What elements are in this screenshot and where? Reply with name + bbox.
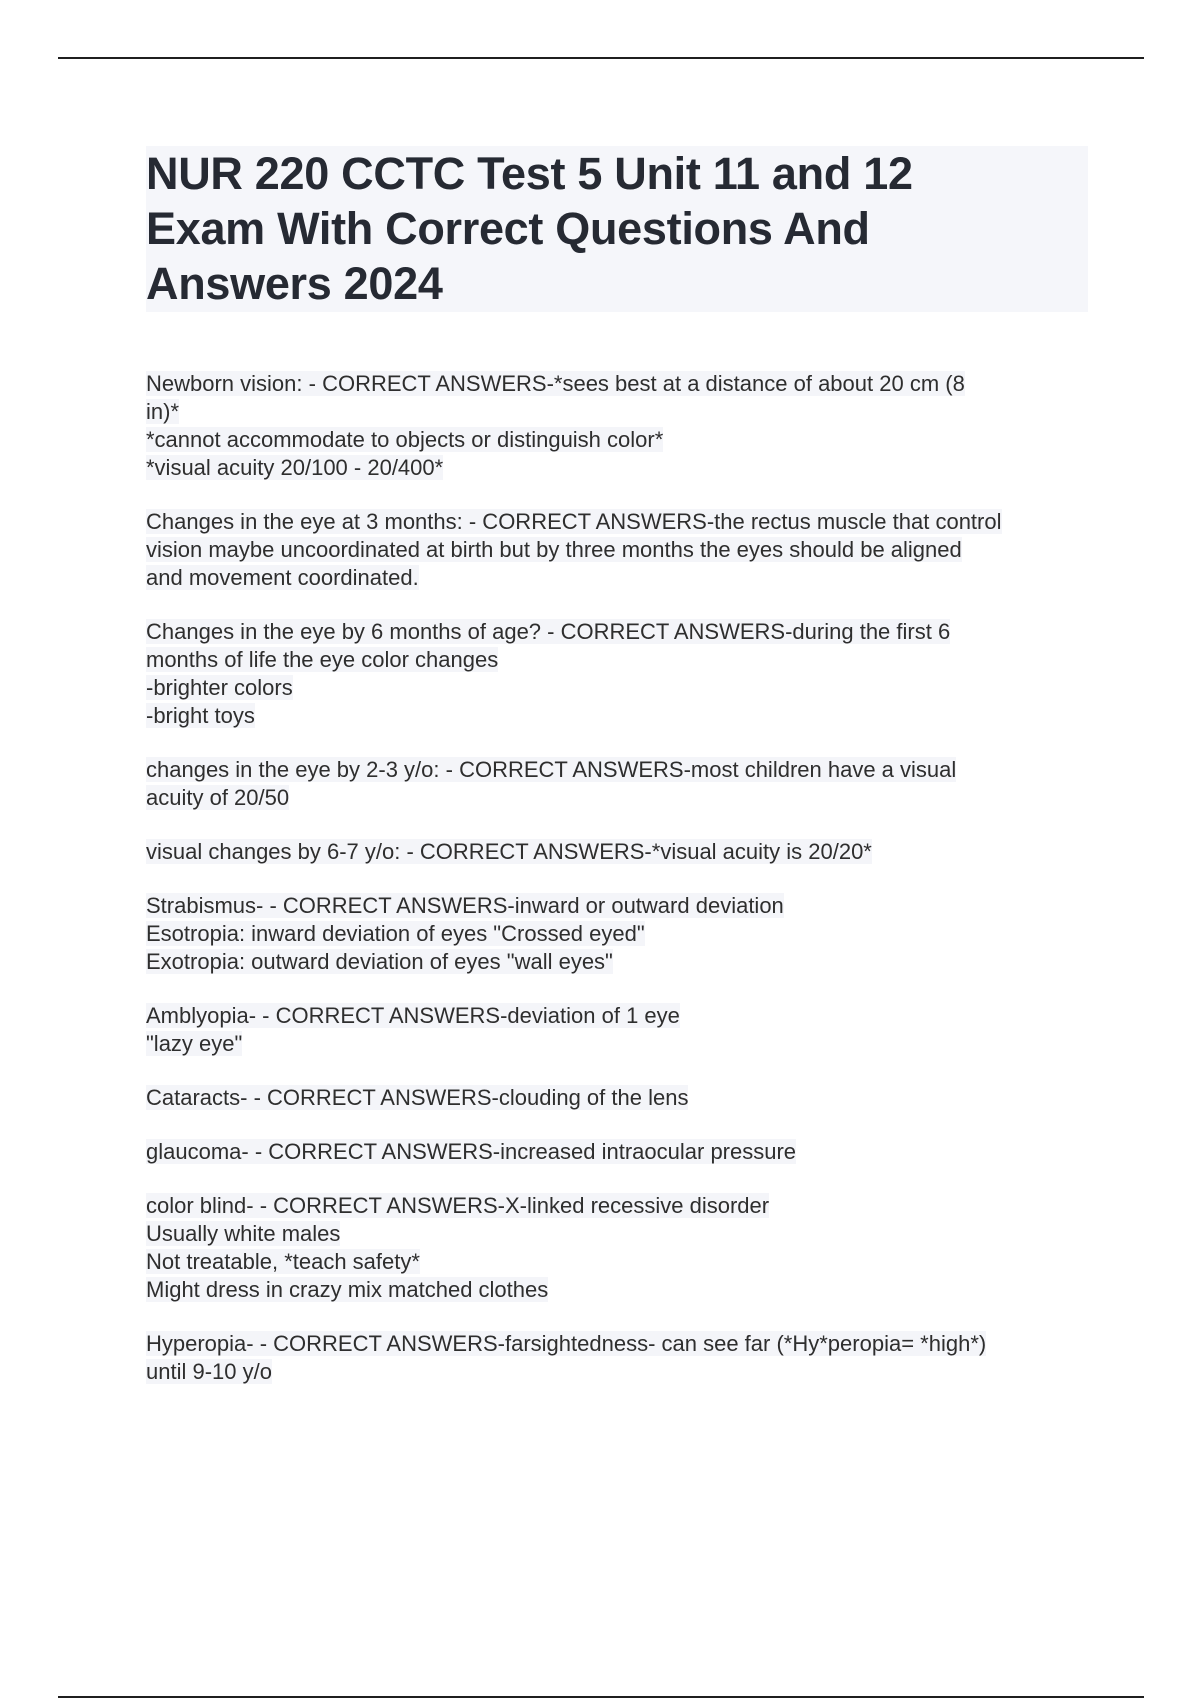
qa-item (146, 756, 1086, 812)
qa-line (146, 1030, 1086, 1058)
qa-line (146, 1248, 1086, 1276)
qa-item (146, 370, 1086, 482)
qa-line (146, 674, 1086, 702)
qa-item (146, 1330, 1086, 1386)
qa-line-text: changes in the eye by 2-3 y/o: - CORRECT ANSWERS-most children have a visual (146, 757, 957, 782)
qa-line (146, 756, 1086, 784)
qa-line-text: Exotropia: outward deviation of eyes "wall eyes" (146, 949, 613, 974)
qa-line-text: vision maybe uncoordinated at birth but by three months the eyes should be aligned (146, 537, 962, 562)
qa-line (146, 454, 1086, 482)
qa-line (146, 784, 1086, 812)
qa-line-text: Newborn vision: - CORRECT ANSWERS-*sees best at a distance of about 20 cm (8 (146, 371, 965, 396)
qa-line-text: *cannot accommodate to objects or distinguish color* (146, 427, 664, 452)
qa-line-text: and movement coordinated. (146, 565, 419, 590)
qa-line (146, 920, 1086, 948)
qa-line (146, 398, 1086, 426)
qa-line (146, 1192, 1086, 1220)
qa-item (146, 508, 1086, 592)
qa-line (146, 1358, 1086, 1386)
qa-line (146, 1276, 1086, 1304)
qa-line (146, 702, 1086, 730)
qa-line (146, 1138, 1086, 1166)
bottom-divider (58, 1696, 1144, 1698)
qa-line (146, 1084, 1086, 1112)
qa-list (146, 370, 1086, 1412)
qa-line (146, 536, 1086, 564)
qa-line (146, 564, 1086, 592)
qa-line-text: until 9-10 y/o (146, 1359, 272, 1384)
qa-line (146, 892, 1086, 920)
qa-line-text: Strabismus- - CORRECT ANSWERS-inward or outward deviation (146, 893, 784, 918)
qa-line (146, 948, 1086, 976)
qa-line-text: Not treatable, *teach safety* (146, 1249, 420, 1274)
qa-line (146, 426, 1086, 454)
document-title: NUR 220 CCTC Test 5 Unit 11 and 12 Exam With Correct Questions And Answers 2024 (146, 148, 913, 309)
qa-line (146, 838, 1086, 866)
qa-item (146, 618, 1086, 730)
qa-line-text: acuity of 20/50 (146, 785, 290, 810)
qa-item (146, 1192, 1086, 1304)
qa-item (146, 1002, 1086, 1058)
qa-line (146, 508, 1086, 536)
qa-line-text: Hyperopia- - CORRECT ANSWERS-farsightedness- can see far (*Hy*peropia= *high*) (146, 1331, 987, 1356)
qa-line-text: Changes in the eye by 6 months of age? - CORRECT ANSWERS-during the first 6 (146, 619, 951, 644)
qa-item (146, 1084, 1086, 1112)
qa-line (146, 618, 1086, 646)
qa-line-text: in)* (146, 399, 180, 424)
qa-line-text: months of life the eye color changes (146, 647, 499, 672)
qa-line-text: glaucoma- - CORRECT ANSWERS-increased intraocular pressure (146, 1139, 797, 1164)
qa-line-text: visual changes by 6-7 y/o: - CORRECT ANSWERS-*visual acuity is 20/20* (146, 839, 872, 864)
qa-item (146, 1138, 1086, 1166)
qa-line-text: *visual acuity 20/100 - 20/400* (146, 455, 444, 480)
qa-line (146, 370, 1086, 398)
qa-line-text: Amblyopia- - CORRECT ANSWERS-deviation of 1 eye (146, 1003, 680, 1028)
top-divider (58, 57, 1144, 59)
title-block (146, 146, 1088, 312)
qa-line (146, 1220, 1086, 1248)
qa-line (146, 1002, 1086, 1030)
qa-line-text: Usually white males (146, 1221, 341, 1246)
qa-line-text: color blind- - CORRECT ANSWERS-X-linked recessive disorder (146, 1193, 770, 1218)
qa-item (146, 838, 1086, 866)
qa-line-text: -bright toys (146, 703, 255, 728)
qa-line (146, 646, 1086, 674)
qa-line-text: Changes in the eye at 3 months: - CORRECT ANSWERS-the rectus muscle that control (146, 509, 1002, 534)
qa-line-text: Might dress in crazy mix matched clothes (146, 1277, 549, 1302)
qa-line (146, 1330, 1086, 1358)
qa-line-text: Cataracts- - CORRECT ANSWERS-clouding of the lens (146, 1085, 689, 1110)
qa-line-text: Esotropia: inward deviation of eyes "Crossed eyed" (146, 921, 645, 946)
qa-line-text: "lazy eye" (146, 1031, 243, 1056)
qa-line-text: -brighter colors (146, 675, 293, 700)
qa-item (146, 892, 1086, 976)
